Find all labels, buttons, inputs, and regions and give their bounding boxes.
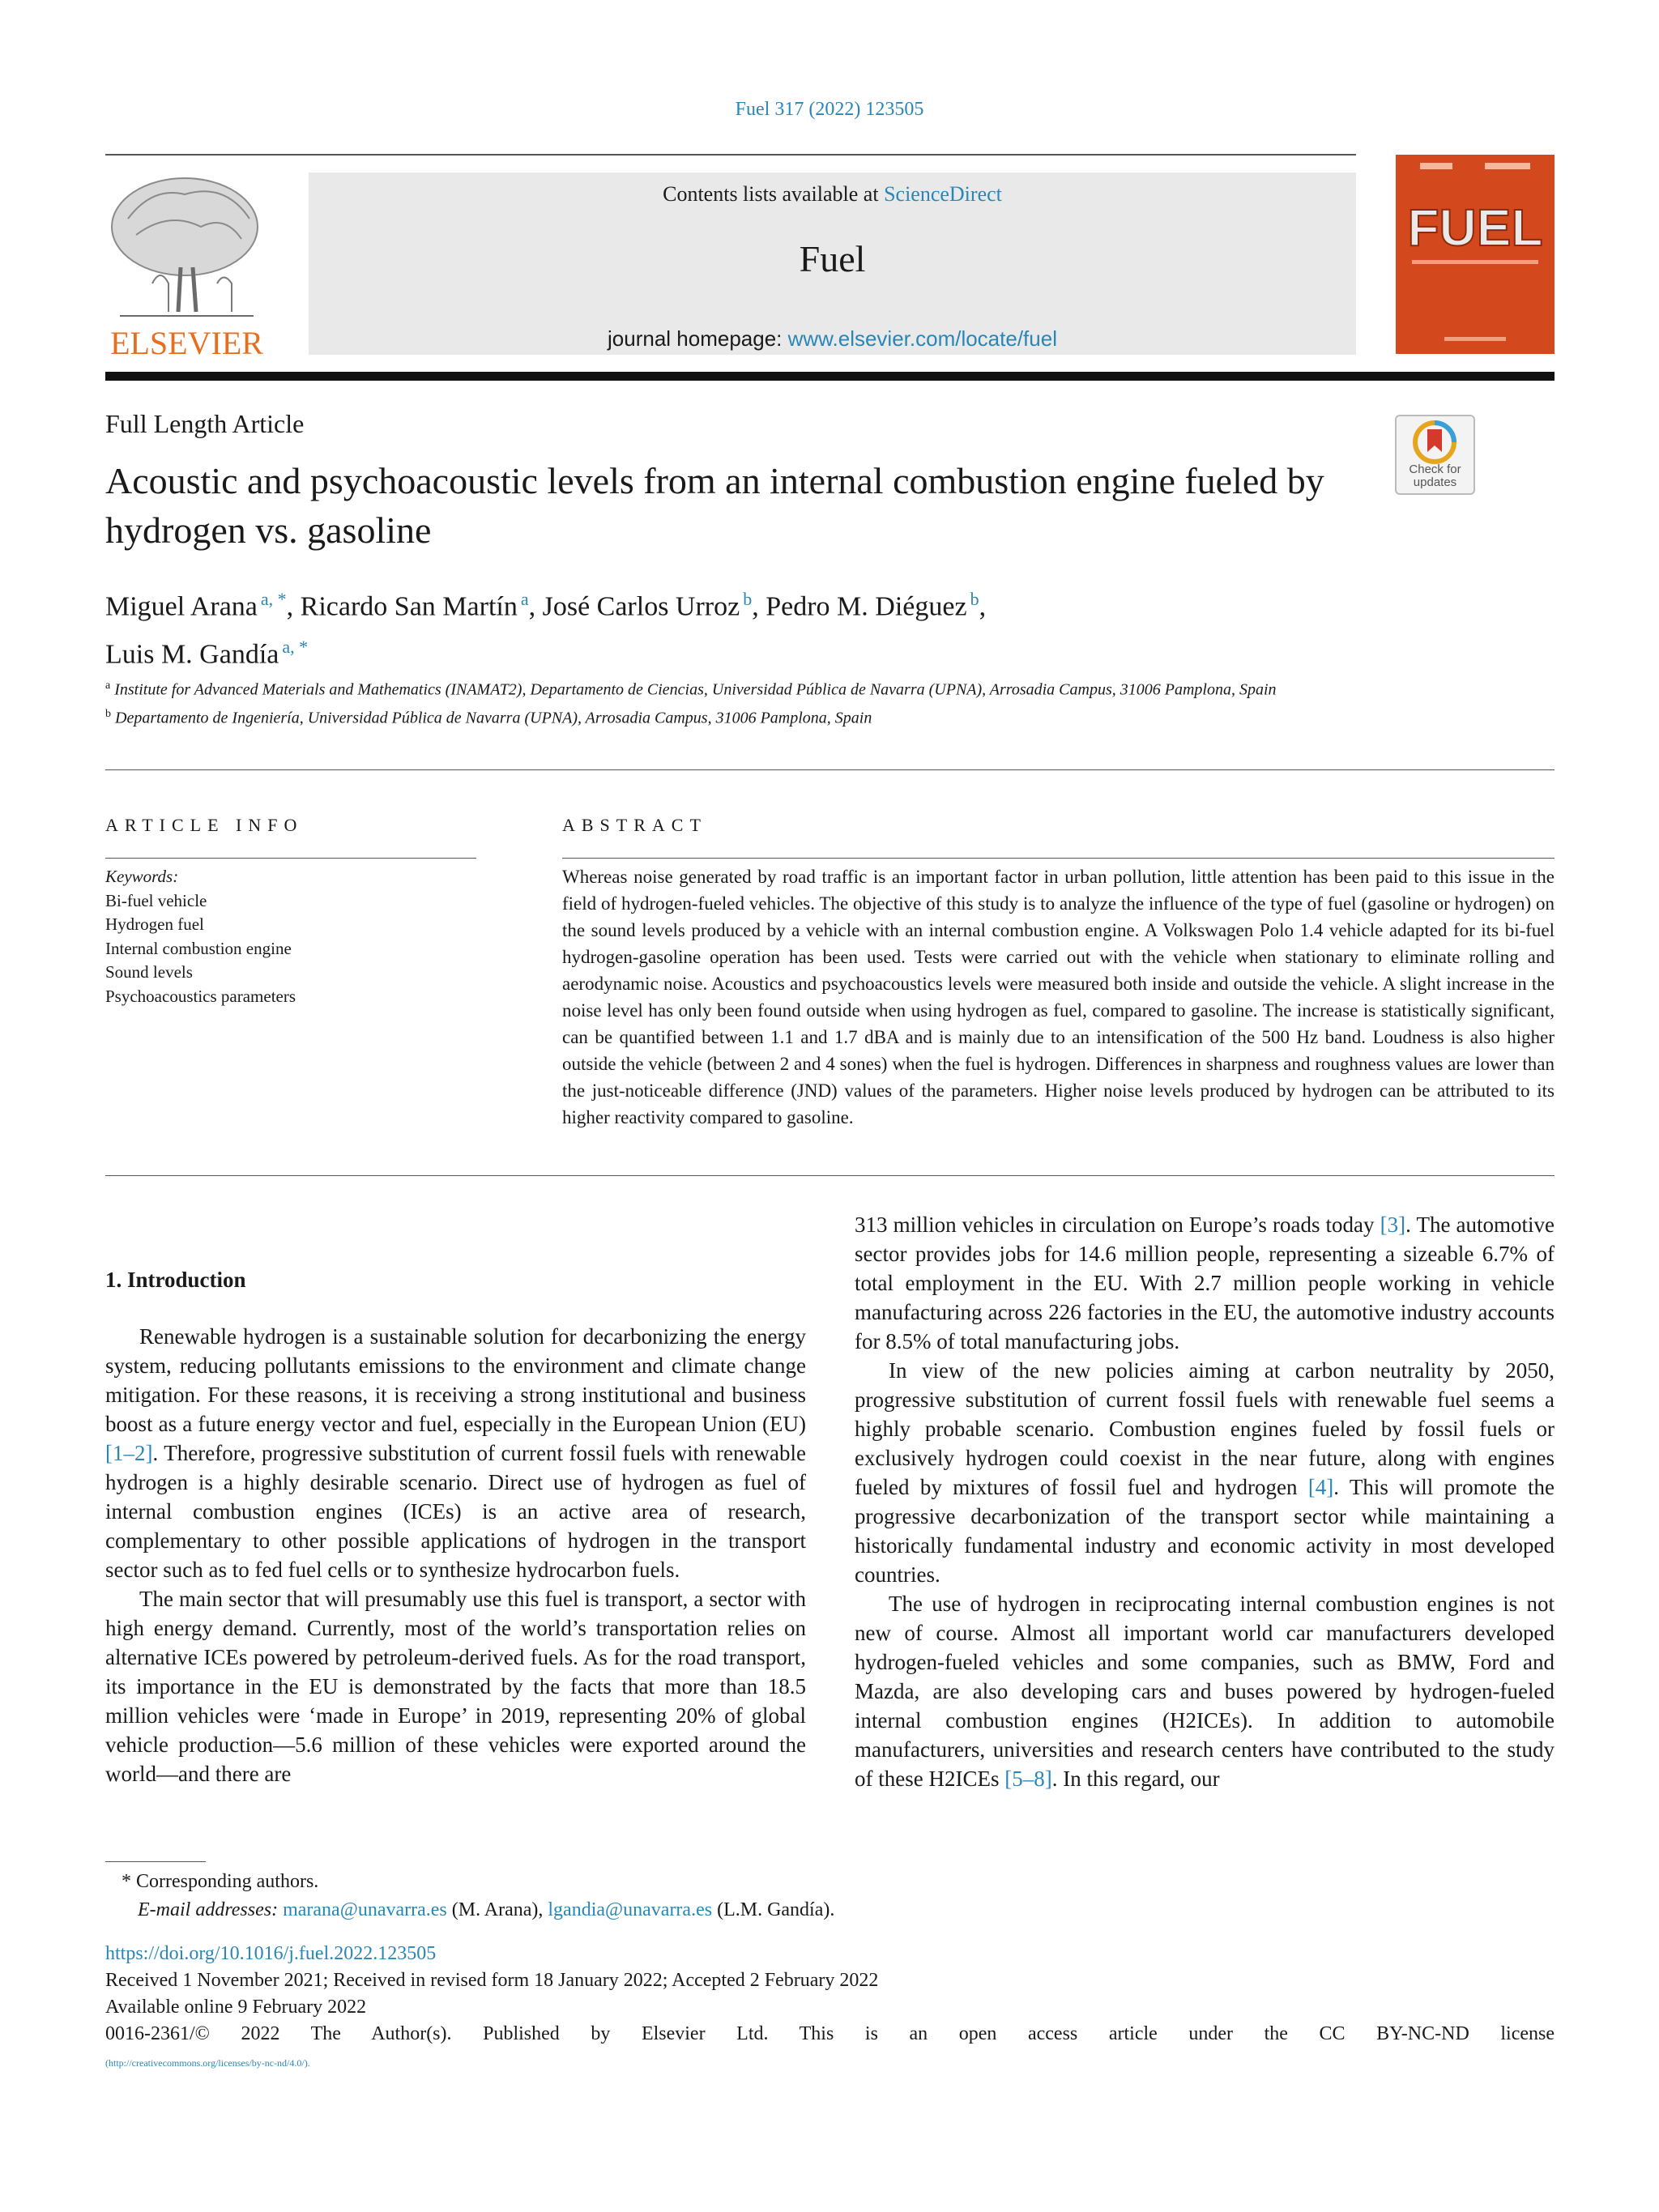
author-affiliation-marker[interactable]: a, * [282, 637, 309, 658]
header-thick-rule [105, 372, 1555, 381]
citation-link[interactable]: [1–2] [105, 1441, 153, 1465]
author-name[interactable]: José Carlos Urroz [542, 591, 740, 622]
affiliation-label: a [105, 680, 111, 692]
author-separator: , [286, 591, 301, 622]
author-separator: , [528, 591, 543, 622]
sciencedirect-link[interactable]: ScienceDirect [884, 182, 1002, 206]
journal-name: Fuel [799, 238, 866, 279]
paragraph-text: 313 million vehicles in circulation on Europe’s roads today [855, 1213, 1380, 1237]
author-name[interactable]: Miguel Arana [105, 591, 258, 622]
section-divider [105, 1175, 1555, 1176]
updates-label: Check for updates [1409, 462, 1461, 489]
doi-link[interactable]: https://doi.org/10.1016/j.fuel.2022.123505 [105, 1943, 437, 1964]
email-owner: (L.M. Gandía). [712, 1899, 835, 1920]
cover-title: FUEL [1407, 198, 1543, 257]
email-link[interactable]: lgandia@unavarra.es [548, 1899, 713, 1920]
paragraph-text: Renewable hydrogen is a sustainable solution for decarbonizing the energy system, reducing pollutants emissions to the environment and climate change mitigation. For these reasons, it is receiving a strong institutional and business boost as a future energy vector and fuel, especially in the European Union (EU) [105, 1324, 806, 1436]
corresponding-note: * Corresponding authors. [122, 1871, 319, 1892]
abstract-heading: ABSTRACT [562, 815, 707, 835]
affiliation-b [105, 702, 1401, 731]
author-name[interactable]: Ricardo San Martín [300, 591, 518, 622]
affiliation-label: b [105, 707, 111, 720]
author-name[interactable]: Pedro M. Diéguez [766, 591, 967, 622]
keywords-block [105, 865, 296, 1008]
keyword-item: Psychoacoustics parameters [105, 986, 296, 1006]
check-for-updates-button[interactable] [1395, 415, 1475, 495]
license-statement: 0016-2361/© 2022 The Author(s). Published by Elsevier Ltd. This is an open access article under the CC BY-NC-ND license [105, 2023, 1555, 2044]
header-rule [105, 154, 1356, 156]
available-online: Available online 9 February 2022 [105, 1997, 367, 2018]
keyword-item: Bi-fuel vehicle [105, 890, 207, 910]
article-info-heading: ARTICLE INFO [105, 815, 304, 835]
paragraph [855, 1356, 1555, 1589]
email-link[interactable]: marana@unavarra.es [283, 1899, 447, 1920]
author-affiliation-marker[interactable]: a, * [260, 589, 287, 609]
paragraph [855, 1210, 1555, 1356]
email-line [122, 1896, 834, 1924]
abstract-text: Whereas noise generated by road traffic is an important factor in urban pollution, little attention has been paid to this issue in the field of hydrogen-fueled vehicles. The objective of this study is to analyze the influence of the type of fuel (gasoline or hydrogen) on the sound levels produced by a vehicle with an internal combustion engine. A Volkswagen Polo 1.4 vehicle adapted for its bi-fuel hydrogen-gasoline operation has been used. Tests were carried out with the vehicle when stationary to eliminate rolling and aerodynamic noise. Acoustics and psychoacoustics levels were measured both inside and outside the vehicle. A slight increase in the noise level has only been found outside when using hydrogen as fuel, compared to gasoline. The increase is statistically significant, can be quantified between 1.1 and 1.7 dBA and is mainly due to an intensification of the 500 Hz band. Loudness is also higher outside the vehicle (between 2 and 4 sones) when the fuel is hydrogen. Differences in sharpness and roughness values are lower than the just-noticeable difference (JND) values of the parameters. Higher noise levels produced by hydrogen can be attributed to its higher reactivity compared to gasoline. [562, 867, 1555, 1127]
keyword-item: Sound levels [105, 962, 193, 982]
citation-link[interactable]: [4] [1307, 1475, 1334, 1499]
body-column-left [105, 1322, 806, 1788]
cover-art [1396, 155, 1555, 354]
author-affiliation-marker[interactable]: a [520, 589, 529, 609]
keywords-label: Keywords: [105, 867, 179, 886]
journal-banner [309, 173, 1356, 355]
author-list [105, 579, 1482, 676]
author-separator: , [752, 591, 766, 622]
affiliation-a [105, 674, 1401, 702]
citation-link[interactable]: [3] [1380, 1213, 1406, 1237]
contents-prefix: Contents lists available at [663, 182, 885, 206]
contents-line [309, 182, 1356, 207]
footnote-rule [105, 1861, 206, 1862]
paragraph-text: . This will promote the progressive decarbonization of the transport sector while maintaining a historically fundamental industry and economic activity in most developed countries. [855, 1475, 1555, 1587]
citation-link[interactable]: [5–8] [1004, 1767, 1052, 1791]
affiliations [105, 674, 1401, 730]
section-divider [105, 769, 1555, 770]
paragraph [855, 1589, 1555, 1793]
keyword-item: Internal combustion engine [105, 938, 292, 958]
article-type: Full Length Article [105, 409, 305, 438]
abstract-rule [562, 858, 1555, 859]
author-affiliation-marker[interactable]: b [970, 589, 979, 609]
author-separator: , [979, 591, 987, 622]
author-affiliation-marker[interactable]: b [743, 589, 753, 609]
email-label: E-mail addresses: [138, 1899, 284, 1920]
elsevier-wordmark: ELSEVIER [110, 325, 263, 361]
author-name[interactable]: Luis M. Gandía [105, 639, 279, 670]
homepage-line [309, 326, 1356, 352]
footnote [122, 1868, 834, 1924]
received-dates: Received 1 November 2021; Received in revised form 18 January 2022; Accepted 2 February 2022 [105, 1970, 879, 1991]
paragraph-text: The use of hydrogen in reciprocating internal combustion engines is not new of course. Almost all important world car manufacturers developed hydrogen-fueled vehicles and some companies, such as BMW, Ford and Mazda, are also developing cars and buses powered by hydrogen-fueled internal combustion engines (H2ICEs). In addition to automobile manufacturers, universities and research centers have contributed to the study of these H2ICEs [855, 1592, 1555, 1791]
email-owner: (M. Arana), [446, 1899, 548, 1920]
body-column-right [855, 1210, 1555, 1793]
journal-citation[interactable]: Fuel 317 (2022) 123505 [735, 99, 924, 120]
paragraph-text: . Therefore, progressive substitution of current fossil fuels with renewable hydrogen is a highly desirable scenario. Direct use of hydrogen as fuel of internal combustion engines (ICEs) is an active area of research, complementary to other possible applications of hydrogen in the transport sector such as to fed fuel cells or to synthesize hydrocarbon fuels. [105, 1441, 806, 1582]
homepage-link[interactable]: www.elsevier.com/locate/fuel [787, 326, 1057, 351]
paragraph-text: In view of the new policies aiming at carbon neutrality by 2050, progressive substitution of current fossil fuels with renewable fuel seems a highly probable scenario. Combustion engines fueled by fossil fuels or exclusively hydrogen could coexist in the near future, along with engines fueled by mixtures of fossil fuel and hydrogen [855, 1358, 1555, 1499]
article-title: Acoustic and psychoacoustic levels from an internal combustion engine fueled by hydrogen vs. gasoline [105, 460, 1324, 551]
homepage-prefix: journal homepage: [608, 326, 788, 351]
bookmark-icon [1397, 416, 1473, 465]
paragraph-text: . The automotive sector provides jobs for 14.6 million people, representing a sizeable 6.7% of total employment in the EU. With 2.7 million people working in vehicle manufacturing across 226 factories in the EU, the automotive industry accounts for 8.5% of total manufacturing jobs. [855, 1213, 1555, 1353]
tree-icon [104, 170, 270, 324]
paragraph: The main sector that will presumably use this fuel is transport, a sector with high energy demand. Currently, most of the world’s transportation relies on alternative ICEs powered by petroleum-derived fuels. As for the road transport, its importance in the EU is demonstrated by the facts that more than 18.5 million vehicles were ‘made in Europe’ in 2019, representing 20% of global vehicle production—5.6 million of these vehicles were exported around the world—and there are [105, 1587, 806, 1786]
affiliation-text: Departamento de Ingeniería, Universidad Pública de Navarra (UPNA), Arrosadia Campus, 31006 Pamplona, Spain [115, 709, 872, 727]
section-heading-introduction: 1. Introduction [105, 1268, 246, 1292]
affiliation-text: Institute for Advanced Materials and Mathematics (INAMAT2), Departamento de Ciencias, Universidad Pública de Navarra (UPNA), Arrosadia Campus, 31006 Pamplona, Spain [114, 680, 1277, 699]
article-info-rule [105, 858, 476, 859]
keyword-item: Hydrogen fuel [105, 914, 204, 934]
paragraph [105, 1322, 806, 1584]
paragraph-text: . In this regard, our [1051, 1767, 1220, 1791]
journal-cover-image[interactable] [1396, 155, 1555, 354]
license-link[interactable]: (http://creativecommons.org/licenses/by-nc-nd/4.0/). [105, 2057, 310, 2069]
